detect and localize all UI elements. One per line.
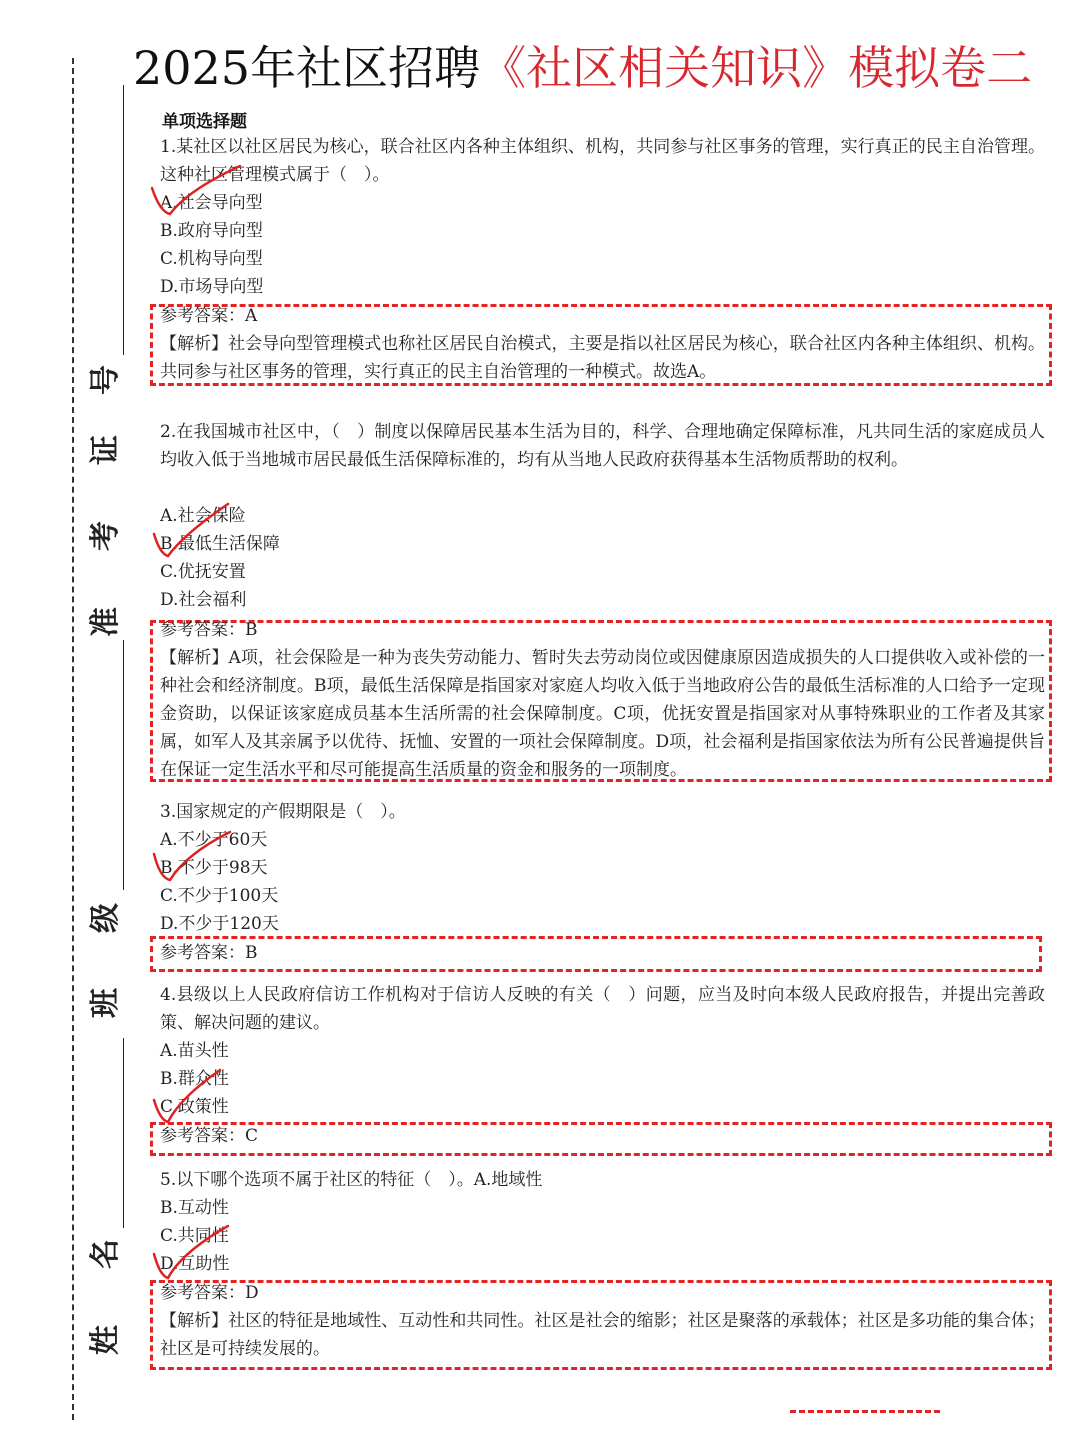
q1-stem: 1.某社区以社区居民为核心，联合社区内各种主体组织、机构，共同参与社区事务的管理，实行真正的民主自治管理。这种社区管理模式属于（ ）。 <box>160 137 1045 185</box>
q2-analysis: 【解析】A项，社会保险是一种为丧失劳动能力、暂时失去劳动岗位或因健康原因造成损失的人口提供收入或补偿的一种社会和经济制度。B项，最低生活保障是指国家对家庭人均收入低于当地政府公告的最低生活标准的人口给予一定现金资助，以保证该家庭成员基本生活所需的社会保障制度。C项，优抚安置是指国家对从事特殊职业的工作者及其家属，如军人及其亲属予以优待、抚恤、安置的一项社会保障制度。D项，社会福利是指国家依法为所有公民普遍提供旨在保证一定生活水平和尽可能提高生活质量的资金和服务的一项制度。 <box>160 648 1045 780</box>
q3-option-b: B.不少于98天 <box>160 858 268 878</box>
q2-stem: 2.在我国城市社区中，（ ）制度以保障居民基本生活为目的，科学、合理地确定保障标准，凡共同生活的家庭成员人均收入低于当地城市居民最低生活保障标准的，均有从当地人民政府获得基本生活物质帮助的权利。 <box>160 422 1045 470</box>
q4-option-b: B.群众性 <box>160 1069 229 1089</box>
q1-option-c: C.机构导向型 <box>160 249 263 269</box>
side-label-ming: 名 <box>88 1239 123 1269</box>
q3-option-d: D.不少于120天 <box>160 914 279 934</box>
side-label-hao: 号 <box>88 365 123 395</box>
q2-option-c: C.优抚安置 <box>160 562 246 582</box>
side-label-zhun: 准 <box>88 607 123 637</box>
q3-option-a: A.不少于60天 <box>160 830 268 850</box>
side-label-ji: 级 <box>88 903 123 933</box>
q3-answer: 参考答案：B <box>160 943 258 963</box>
q3-option-c: C.不少于100天 <box>160 886 279 906</box>
class-fill-line <box>123 640 124 890</box>
q4-answer: 参考答案：C <box>160 1126 259 1146</box>
name-fill-line <box>123 1038 124 1228</box>
q1-answer: 参考答案：A <box>160 306 258 326</box>
q2-answer: 参考答案：B <box>160 620 258 640</box>
q5-analysis: 【解析】社区的特征是地域性、互动性和共同性。社区是社会的缩影；社区是聚落的承载体；社区是多功能的集合体；社区是可持续发展的。 <box>160 1311 1045 1359</box>
title-red-part: 《社区相关知识》模拟卷二 <box>480 41 1033 95</box>
q4-option-a: A.苗头性 <box>160 1041 229 1061</box>
side-label-ban: 班 <box>88 988 123 1018</box>
q2-option-d: D.社会福利 <box>160 590 247 610</box>
exam-number-fill-line <box>123 85 124 355</box>
q3-stem: 3.国家规定的产假期限是（ ）。 <box>160 802 406 822</box>
q1-option-d: D.市场导向型 <box>160 277 264 297</box>
bottom-dash-mark <box>790 1410 940 1413</box>
side-label-kao: 考 <box>88 521 123 551</box>
q4-answer-box <box>150 1122 1052 1156</box>
page-title <box>133 40 1032 96</box>
side-label-xing: 姓 <box>88 1325 123 1355</box>
q5-stem: 5.以下哪个选项不属于社区的特征（ ）。A.地域性 <box>160 1170 543 1190</box>
q5-answer: 参考答案：D <box>160 1283 259 1303</box>
q3-answer-box <box>150 936 1042 972</box>
q5-option-b: B.互动性 <box>160 1198 229 1218</box>
q1-option-b: B.政府导向型 <box>160 221 263 241</box>
q1-option-a: A.社会导向型 <box>160 193 263 213</box>
q4-option-c: C.政策性 <box>160 1097 229 1117</box>
q1-analysis: 【解析】社会导向型管理模式也称社区居民自治模式，主要是指以社区居民为核心，联合社区内各种主体组织、机构。共同参与社区事务的管理，实行真正的民主自治管理的一种模式。故选A。 <box>160 334 1045 382</box>
q5-option-d: D.互助性 <box>160 1254 230 1274</box>
side-label-zheng: 证 <box>88 435 123 465</box>
binding-dashed-line <box>72 58 74 1420</box>
q2-option-b: B.最低生活保障 <box>160 534 280 554</box>
section-heading: 单项选择题 <box>162 112 247 132</box>
q4-stem: 4.县级以上人民政府信访工作机构对于信访人反映的有关（ ）问题，应当及时向本级人民政府报告，并提出完善政策、解决问题的建议。 <box>160 985 1045 1033</box>
q5-option-c: C.共同性 <box>160 1226 229 1246</box>
q2-option-a: A.社会保险 <box>160 506 246 526</box>
title-black-part: 2025年社区招聘 <box>133 41 481 95</box>
